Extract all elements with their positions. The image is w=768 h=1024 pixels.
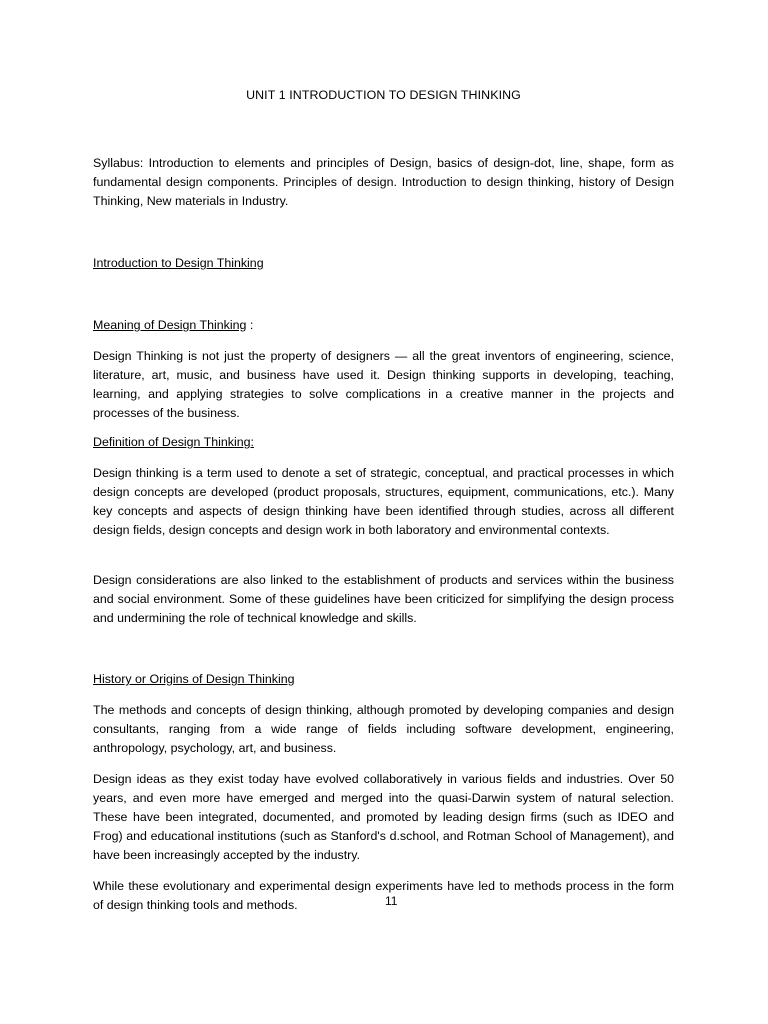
page-number: 11 — [385, 894, 398, 908]
heading-introduction-text: Introduction to Design Thinking — [93, 256, 264, 270]
meaning-paragraph: Design Thinking is not just the property of designers — all the great inventors of engineering, science, literature, art, music, and business have used it. Design thinking supports in developing, teaching, learning, and applying strategies to solve complications in a creative manner in the projects and processes of the business. — [93, 349, 674, 420]
syllabus-paragraph: Syllabus: Introduction to elements and principles of Design, basics of design-dot, line, shape, form as fundamental design components. Principles of design. Introduction to design thinking, history of Design Thinking, New materials in Industry. — [93, 156, 674, 208]
history-paragraph-1: The methods and concepts of design thinking, although promoted by developing companies and design consultants, ranging from a wide range of fields including software development, engineering, anthropology, psychology, art, and business. — [93, 703, 674, 755]
page-title: UNIT 1 INTRODUCTION TO DESIGN THINKING — [246, 88, 521, 102]
heading-meaning-suffix: : — [246, 318, 254, 332]
definition-paragraph-2: Design considerations are also linked to the establishment of products and services within the business and social environment. Some of these guidelines have been criticized for simplifying the design process and undermining the role of technical knowledge and skills. — [93, 573, 674, 625]
document-page — [93, 0, 674, 1024]
section-heading-history — [93, 670, 674, 689]
history-paragraph-2: Design ideas as they exist today have evolved collaboratively in various fields and industries. Over 50 years, and even more have emerged and merged into the quasi-Darwin system of natural selection. These have been integrated, documented, and promoted by leading design firms (such as IDEO and Frog) and educational institutions (such as Stanford's d.school, and Rotman School of Management), and have been increasingly accepted by the industry. — [93, 772, 674, 862]
section-heading-definition — [93, 433, 674, 452]
heading-meaning-text: Meaning of Design Thinking — [93, 318, 247, 332]
heading-history-text: History or Origins of Design Thinking — [93, 672, 295, 686]
definition-paragraph-1: Design thinking is a term used to denote a set of strategic, conceptual, and practical processes in which design concepts are developed (product proposals, structures, equipment, communications, etc.). Many key concepts and aspects of design thinking have been identified through studies, across all different design fields, design concepts and design work in both laboratory and environmental contexts. — [93, 466, 674, 537]
section-heading-introduction — [93, 254, 674, 273]
history-paragraph-3: While these evolutionary and experimental design experiments have led to methods process in the form of design thinking tools and methods. — [93, 879, 674, 912]
section-heading-meaning — [93, 316, 674, 335]
heading-definition-text: Definition of Design Thinking: — [93, 435, 254, 449]
